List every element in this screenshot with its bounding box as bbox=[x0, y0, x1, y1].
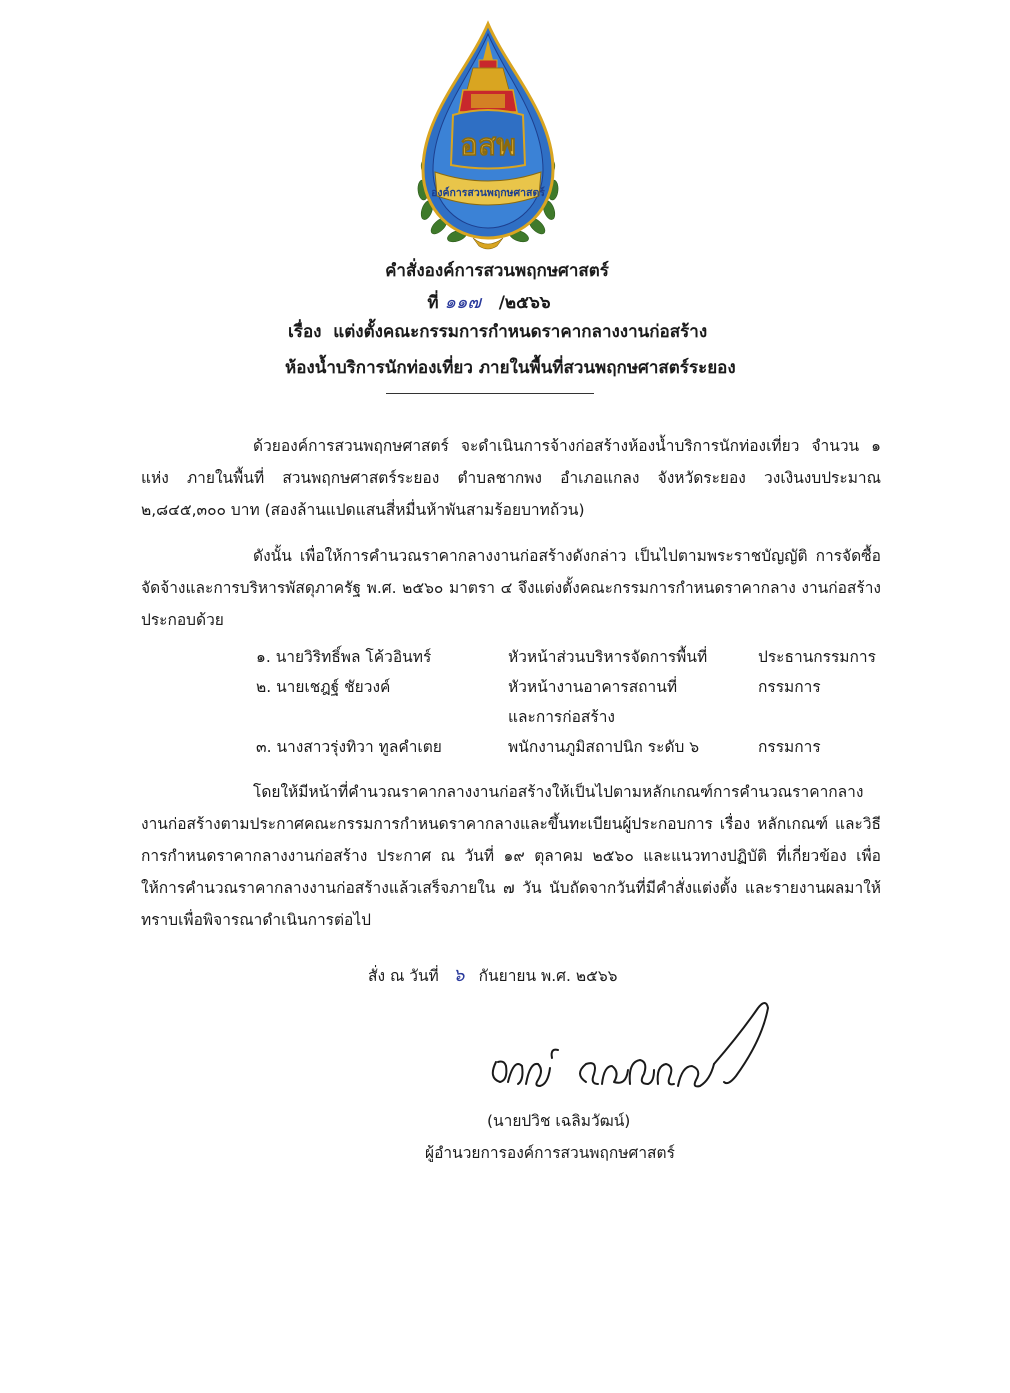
paragraph-3 bbox=[141, 776, 881, 936]
signer-position: ผู้อำนวยการองค์การสวนพฤกษศาสตร์ bbox=[425, 1144, 675, 1162]
order-date-prefix: สั่ง ณ วันที่ bbox=[368, 967, 439, 985]
member-name: ๓. นางสาวรุ่งทิวา ทูลคำเตย bbox=[256, 738, 442, 756]
paragraph-2-text: ดังนั้น เพื่อให้การคำนวณราคากลางงานก่อสร้างดังกล่าว เป็นไปตามพระราชบัญญัติ การจัดซื้อจัดจ้างและการบริหารพัสดุภาครัฐ พ.ศ. ๒๕๖๐ มาตรา ๔ จึงแต่งตั้งคณะกรรมการกำหนดราคากลาง งานก่อสร้าง ประกอบด้วย bbox=[141, 547, 881, 629]
member-name: ๒. นายเชฎฐ์ ชัยวงค์ bbox=[256, 678, 391, 696]
table-row bbox=[256, 704, 898, 734]
handwritten-signature bbox=[478, 1000, 778, 1105]
table-row bbox=[256, 674, 898, 704]
member-role bbox=[758, 704, 898, 734]
paragraph-3-text: โดยให้มีหน้าที่คำนวณราคากลางงานก่อสร้างให้เป็นไปตามหลักเกณฑ์การคำนวณราคากลาง งานก่อสร้างตามประกาศคณะกรรมการกำหนดราคากลางและขึ้นทะเบียนผู้ประกอบการ เรื่อง หลักเกณฑ์ และวิธีการกำหนดราคากลางงานก่อสร้าง ประกาศ ณ วันที่ ๑๙ ตุลาคม ๒๕๖๐ และแนวทางปฏิบัติ ที่เกี่ยวข้อง เพื่อให้การคำนวณราคากลางงานก่อสร้างแล้วเสร็จภายใน ๗ วัน นับถัดจากวันที่มีคำสั่งแต่งตั้ง และรายงานผลมาให้ทราบเพื่อพิจารณาดำเนินการต่อไป bbox=[141, 783, 881, 929]
order-number-year: /๒๕๖๖ bbox=[498, 293, 551, 313]
paragraph-2 bbox=[141, 540, 881, 636]
table-row bbox=[256, 644, 898, 674]
member-position: พนักงานภูมิสถาปนิก ระดับ ๖ bbox=[508, 738, 700, 756]
member-name bbox=[256, 704, 508, 734]
order-title: คำสั่งองค์การสวนพฤกษศาสตร์ bbox=[385, 261, 609, 281]
paragraph-1-text: ด้วยองค์การสวนพฤกษศาสตร์ จะดำเนินการจ้างก่อสร้างห้องน้ำบริการนักท่องเที่ยว จำนวน ๑ แห่ง ภายในพื้นที่ สวนพฤกษศาสตร์ระยอง ตำบลชากพง อำเภอแกลง จังหวัดระยอง วงเงินงบประมาณ ๒,๘๔๕,๓๐๐ บาท (สองล้านแปดแสนสี่หมื่นห้าพันสามร้อยบาทถ้วน) bbox=[141, 437, 881, 519]
member-role: กรรมการ bbox=[758, 738, 821, 756]
subject-label: เรื่อง bbox=[288, 322, 322, 342]
member-name: ๑. นายวิริทธิ์พล โค้วอินทร์ bbox=[256, 648, 432, 666]
member-position: หัวหน้างานอาคารสถานที่ bbox=[508, 678, 678, 696]
member-role: ประธานกรรมการ bbox=[758, 648, 876, 666]
order-date bbox=[368, 960, 618, 989]
member-position: และการก่อสร้าง bbox=[508, 708, 615, 726]
order-subject bbox=[285, 318, 848, 381]
member-position: หัวหน้าส่วนบริหารจัดการพื้นที่ bbox=[508, 648, 708, 666]
committee-members-table bbox=[256, 644, 898, 764]
order-number bbox=[0, 287, 994, 316]
organization-logo bbox=[413, 20, 563, 252]
order-number-handwritten: ๑๑๗ bbox=[444, 292, 481, 313]
order-date-rest: กันยายน พ.ศ. ๒๕๖๖ bbox=[478, 967, 618, 985]
header-divider bbox=[386, 393, 594, 394]
paragraph-1 bbox=[141, 430, 881, 526]
order-day-handwritten: ๖ bbox=[453, 965, 465, 986]
signer-name: (นายปวิช เฉลิมวัฒน์) bbox=[487, 1112, 631, 1130]
logo-ribbon-text: องค์การสวนพฤกษศาสตร์ bbox=[431, 187, 545, 199]
order-number-prefix: ที่ bbox=[427, 293, 439, 313]
subject-line-1: แต่งตั้งคณะกรรมการกำหนดราคากลางงานก่อสร้าง bbox=[333, 322, 708, 342]
subject-line-2: ห้องน้ำบริการนักท่องเที่ยว ภายในพื้นที่สวนพฤกษศาสตร์ระยอง bbox=[285, 358, 736, 378]
member-role: กรรมการ bbox=[758, 678, 821, 696]
table-row bbox=[256, 734, 898, 764]
svg-text:อสพ: อสพ bbox=[459, 128, 517, 163]
